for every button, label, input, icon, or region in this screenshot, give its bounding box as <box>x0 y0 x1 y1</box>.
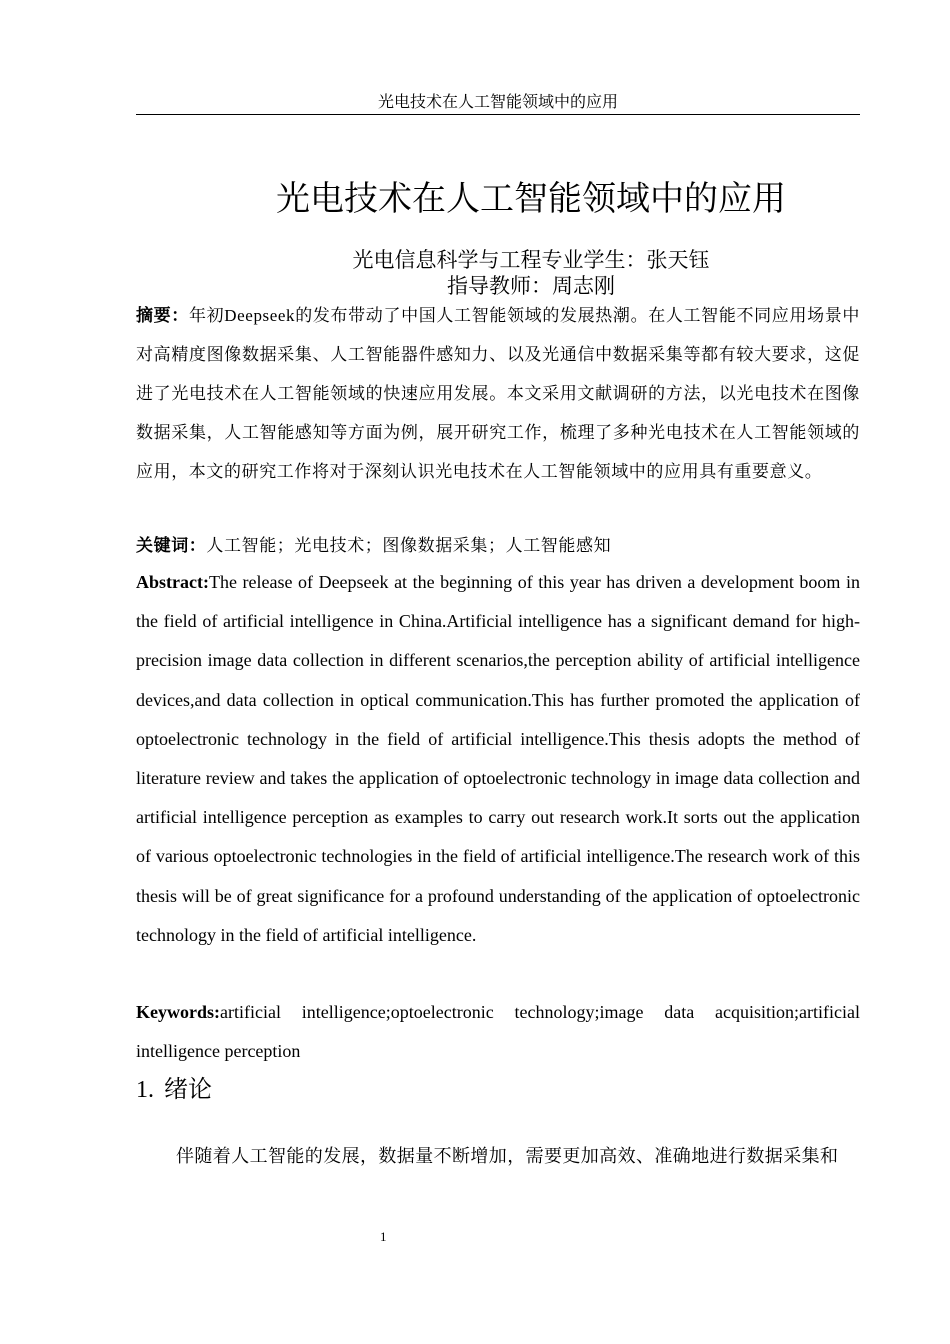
abstract-english <box>136 563 860 955</box>
keywords-chinese <box>136 526 860 565</box>
body-paragraph: 伴随着人工智能的发展，数据量不断增加，需要更加高效、准确地进行数据采集和 <box>176 1146 839 1166</box>
abstract-cn-text: 年初Deepseek的发布带动了中国人工智能领域的发展热潮。在人工智能不同应用场景中对高精度图像数据采集、人工智能器件感知力、以及光通信中数据采集等都有较大要求，这促进了光电技术在人工智能领域的快速应用发展。本文采用文献调研的方法，以光电技术在图像数据采集，人工智能感知等方面为例，展开研究工作，梳理了多种光电技术在人工智能领域的应用，本文的研究工作将对于深刻认识光电技术在人工智能领域中的应用具有重要意义。 <box>136 306 860 481</box>
author-line: 光电信息科学与工程专业学生：张天钰 <box>352 248 710 272</box>
keywords-english <box>136 993 860 1071</box>
abstract-chinese <box>136 296 860 491</box>
section-title: 绪论 <box>164 1077 212 1103</box>
advisor-line: 指导教师：周志刚 <box>447 274 615 298</box>
abstract-cn-label: 摘要： <box>136 306 189 325</box>
abstract-en-label: Abstract: <box>136 572 209 592</box>
section-heading <box>136 1072 212 1108</box>
abstract-en-text: The release of Deepseek at the beginning of this year has driven a development boom in the field of artificial intelligence in China.Artificial intelligence has a significant demand for high-precision image data collection in different scenarios,the perception ability of artificial intelligence devices,and data collection in optical communication.This has further promoted the application of optoelectronic technology in the field of artificial intelligence.This thesis adopts the method of literature review and takes the application of optoelectronic technology in image data collection and artificial intelligence perception as examples to carry out research work.It sorts out the application of various optoelectronic technologies in the field of artificial intelligence.The research work of this thesis will be of great significance for a profound understanding of the application of optoelectronic technology in the field of artificial intelligence. <box>136 572 860 945</box>
paper-title: 光电技术在人工智能领域中的应用 <box>276 181 786 218</box>
keywords-en-label: Keywords: <box>136 1002 220 1022</box>
running-header: 光电技术在人工智能领域中的应用 <box>377 94 618 111</box>
keywords-cn-text: 人工智能；光电技术；图像数据采集；人工智能感知 <box>206 536 612 555</box>
section-number: 1. <box>136 1077 154 1103</box>
keywords-en-text: artificial intelligence;optoelectronic technology;image data acquisition;artificial intelligence perception <box>136 1002 860 1061</box>
keywords-cn-label: 关键词： <box>136 536 207 555</box>
header-rule <box>136 114 860 115</box>
page-number: 1 <box>380 1229 387 1244</box>
